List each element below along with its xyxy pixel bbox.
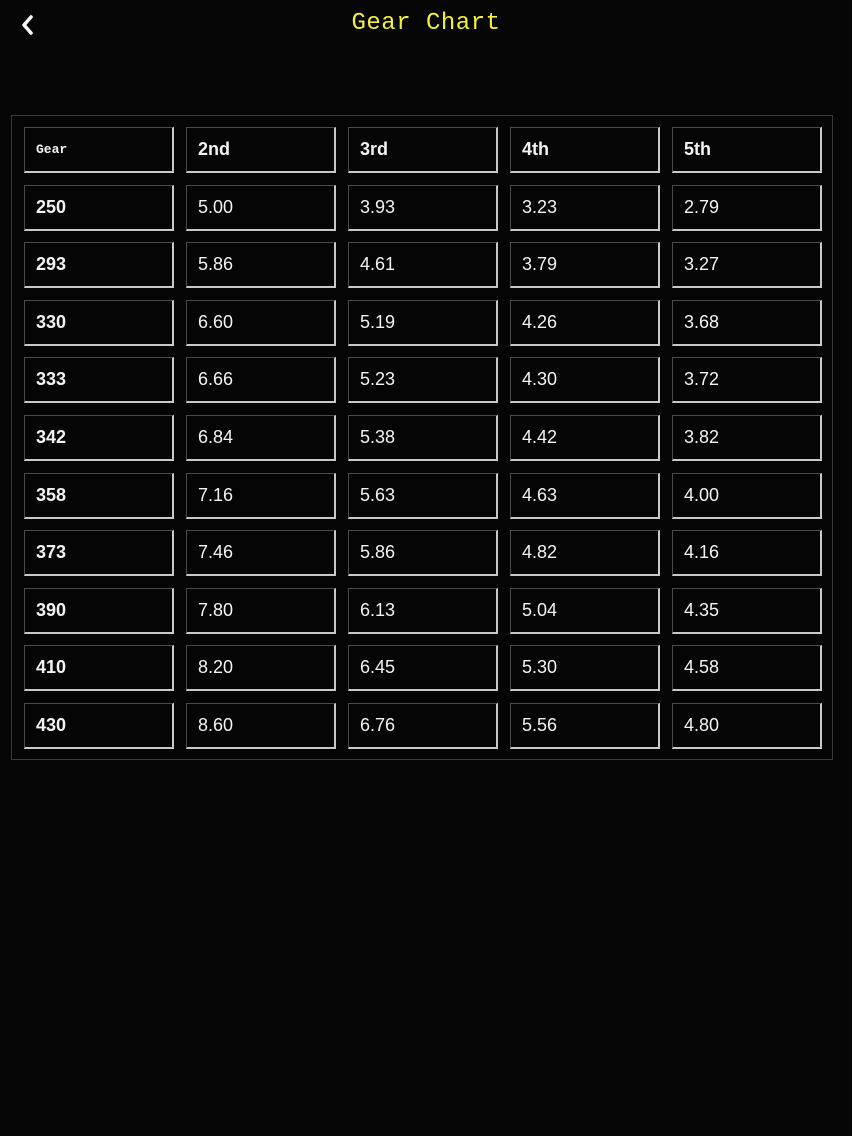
ratio-cell: 4.35 — [672, 588, 822, 634]
ratio-cell: 4.00 — [672, 473, 822, 519]
ratio-cell: 4.58 — [672, 645, 822, 691]
ratio-cell: 6.60 — [186, 300, 336, 346]
ratio-cell: 5.30 — [510, 645, 660, 691]
page-title: Gear Chart — [351, 10, 501, 37]
gear-chart-table — [11, 115, 833, 760]
ratio-cell: 6.45 — [348, 645, 498, 691]
gear-cell: 293 — [24, 242, 174, 288]
gear-cell: 330 — [24, 300, 174, 346]
ratio-cell: 3.79 — [510, 242, 660, 288]
ratio-cell: 5.38 — [348, 415, 498, 461]
ratio-cell: 5.86 — [348, 530, 498, 576]
ratio-cell: 4.30 — [510, 357, 660, 403]
ratio-cell: 6.66 — [186, 357, 336, 403]
ratio-cell: 4.63 — [510, 473, 660, 519]
ratio-cell: 4.16 — [672, 530, 822, 576]
ratio-cell: 3.82 — [672, 415, 822, 461]
gear-cell: 430 — [24, 703, 174, 749]
column-header-1: 2nd — [186, 127, 336, 173]
ratio-cell: 5.19 — [348, 300, 498, 346]
ratio-cell: 4.82 — [510, 530, 660, 576]
ratio-cell: 3.93 — [348, 185, 498, 231]
ratio-cell: 7.46 — [186, 530, 336, 576]
gear-cell: 250 — [24, 185, 174, 231]
gear-cell: 333 — [24, 357, 174, 403]
column-header-0: Gear — [24, 127, 174, 173]
ratio-cell: 3.23 — [510, 185, 660, 231]
ratio-cell: 6.13 — [348, 588, 498, 634]
ratio-cell: 5.63 — [348, 473, 498, 519]
ratio-cell: 5.56 — [510, 703, 660, 749]
column-header-2: 3rd — [348, 127, 498, 173]
gear-cell: 410 — [24, 645, 174, 691]
gear-cell: 358 — [24, 473, 174, 519]
ratio-cell: 4.42 — [510, 415, 660, 461]
ratio-cell: 8.20 — [186, 645, 336, 691]
ratio-cell: 4.80 — [672, 703, 822, 749]
ratio-cell: 3.72 — [672, 357, 822, 403]
ratio-cell: 6.84 — [186, 415, 336, 461]
ratio-cell: 5.23 — [348, 357, 498, 403]
gear-cell: 342 — [24, 415, 174, 461]
nav-bar — [0, 0, 852, 50]
ratio-cell: 5.86 — [186, 242, 336, 288]
column-header-3: 4th — [510, 127, 660, 173]
ratio-cell: 2.79 — [672, 185, 822, 231]
gear-cell: 390 — [24, 588, 174, 634]
ratio-cell: 4.26 — [510, 300, 660, 346]
ratio-cell: 7.16 — [186, 473, 336, 519]
column-header-4: 5th — [672, 127, 822, 173]
ratio-cell: 6.76 — [348, 703, 498, 749]
gear-cell: 373 — [24, 530, 174, 576]
ratio-cell: 3.27 — [672, 242, 822, 288]
ratio-cell: 8.60 — [186, 703, 336, 749]
ratio-cell: 5.04 — [510, 588, 660, 634]
ratio-cell: 7.80 — [186, 588, 336, 634]
ratio-cell: 4.61 — [348, 242, 498, 288]
ratio-cell: 5.00 — [186, 185, 336, 231]
ratio-cell: 3.68 — [672, 300, 822, 346]
